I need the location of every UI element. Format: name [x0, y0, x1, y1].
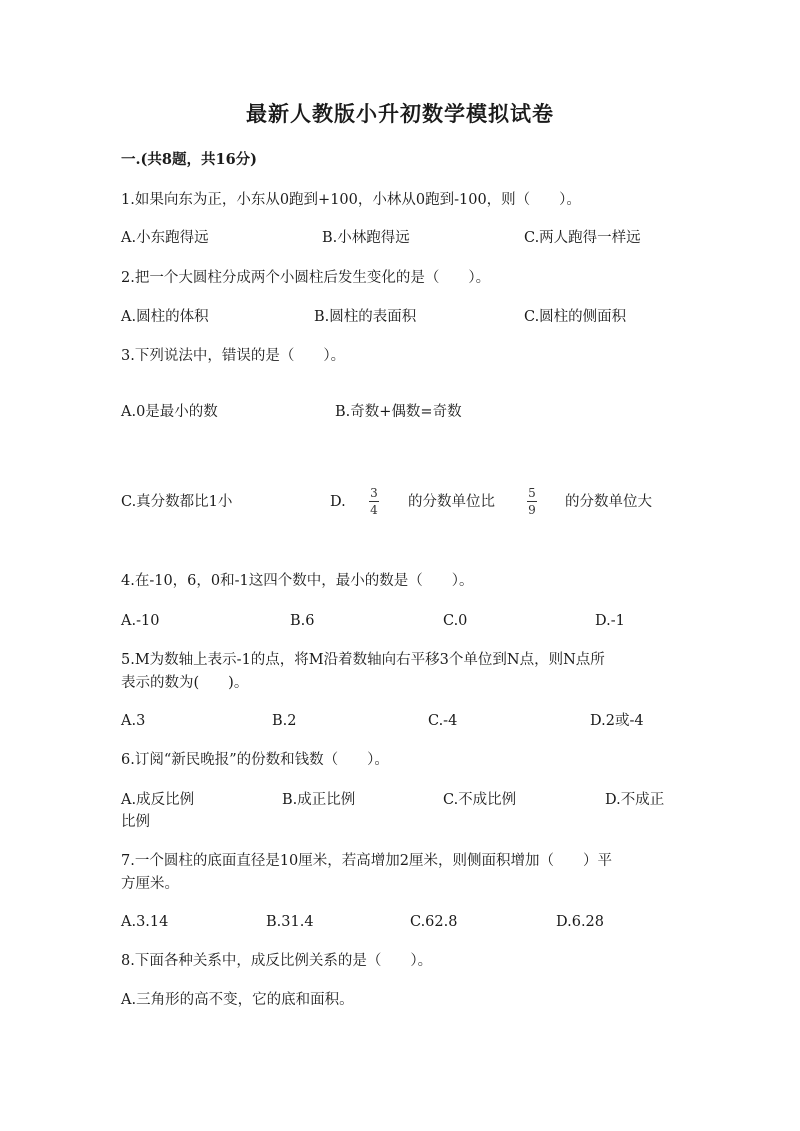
- question-8-stem: 8.下面各种关系中，成反比例关系的是（ ）。: [121, 953, 433, 969]
- question-6-option-c[interactable]: C.不成比例: [443, 792, 517, 808]
- question-7-stem-line-2: 方厘米。: [121, 876, 179, 892]
- question-1-option-c[interactable]: C.两人跑得一样远: [524, 230, 641, 246]
- question-7-option-a[interactable]: A.3.14: [121, 914, 169, 930]
- question-1-option-a[interactable]: A.小东跑得远: [121, 230, 209, 246]
- question-4-option-c[interactable]: C.0: [443, 613, 468, 629]
- question-4-stem: 4.在-10，6，0和-1这四个数中，最小的数是（ ）。: [121, 573, 474, 589]
- question-1-stem: 1.如果向东为正，小东从0跑到+100，小林从0跑到-100，则（ ）。: [121, 192, 581, 208]
- section-heading: 一.(共8题，共16分): [121, 151, 258, 168]
- question-5-option-b[interactable]: B.2: [272, 713, 297, 729]
- question-7-option-b[interactable]: B.31.4: [266, 914, 314, 930]
- exam-title: 最新人教版小升初数学模拟试卷: [246, 101, 554, 126]
- fraction-three-quarters: [369, 486, 379, 517]
- question-7-option-c[interactable]: C.62.8: [410, 914, 458, 930]
- question-5-stem-line-1: 5.M为数轴上表示-1的点，将M沿着数轴向右平移3个单位到N点，则N点所: [121, 652, 605, 668]
- question-7-stem-line-1: 7.一个圆柱的底面直径是10厘米，若高增加2厘米，则侧面积增加（ ）平: [121, 853, 613, 869]
- fraction-five-ninths: [527, 486, 537, 517]
- question-3-option-a[interactable]: A.0是最小的数: [121, 404, 218, 420]
- fraction-bar: [369, 501, 379, 502]
- question-4-option-d[interactable]: D.-1: [595, 613, 625, 629]
- question-2-stem: 2.把一个大圆柱分成两个小圆柱后发生变化的是（ ）。: [121, 270, 491, 286]
- question-5-option-c[interactable]: C.-4: [428, 713, 458, 729]
- question-8-option-a[interactable]: A.三角形的高不变，它的底和面积。: [121, 992, 354, 1008]
- question-6-stem: 6.订阅“新民晚报”的份数和钱数（ ）。: [121, 752, 389, 768]
- question-5-option-a[interactable]: A.3: [121, 713, 146, 729]
- question-5-stem-line-2: 表示的数为( )。: [121, 675, 249, 691]
- fraction-numerator: 3: [370, 486, 378, 500]
- question-3-stem: 3.下列说法中，错误的是（ ）。: [121, 348, 346, 364]
- question-2-option-b[interactable]: B.圆柱的表面积: [314, 309, 417, 325]
- question-3-option-c[interactable]: C.真分数都比1小: [121, 494, 233, 510]
- question-3-option-d-text-mid: 的分数单位比: [408, 494, 495, 510]
- fraction-denominator: 9: [528, 503, 536, 517]
- question-4-option-a[interactable]: A.-10: [121, 613, 160, 629]
- question-6-option-b[interactable]: B.成正比例: [282, 792, 356, 808]
- question-3-option-b[interactable]: B.奇数+偶数=奇数: [335, 404, 462, 420]
- question-2-option-c[interactable]: C.圆柱的侧面积: [524, 309, 627, 325]
- question-6-option-d[interactable]: D.不成正: [605, 792, 665, 808]
- question-1-option-b[interactable]: B.小林跑得远: [322, 230, 410, 246]
- question-3-option-d-text-end: 的分数单位大: [565, 494, 652, 510]
- fraction-denominator: 4: [370, 503, 378, 517]
- question-6-option-a[interactable]: A.成反比例: [121, 792, 195, 808]
- question-3-option-d[interactable]: D.: [330, 494, 346, 510]
- fraction-bar: [527, 501, 537, 502]
- question-5-option-d[interactable]: D.2或-4: [590, 713, 644, 729]
- question-2-option-a[interactable]: A.圆柱的体积: [121, 309, 209, 325]
- question-6-option-d-wrap: 比例: [121, 814, 150, 830]
- fraction-numerator: 5: [528, 486, 536, 500]
- question-7-option-d[interactable]: D.6.28: [556, 914, 605, 930]
- question-4-option-b[interactable]: B.6: [290, 613, 315, 629]
